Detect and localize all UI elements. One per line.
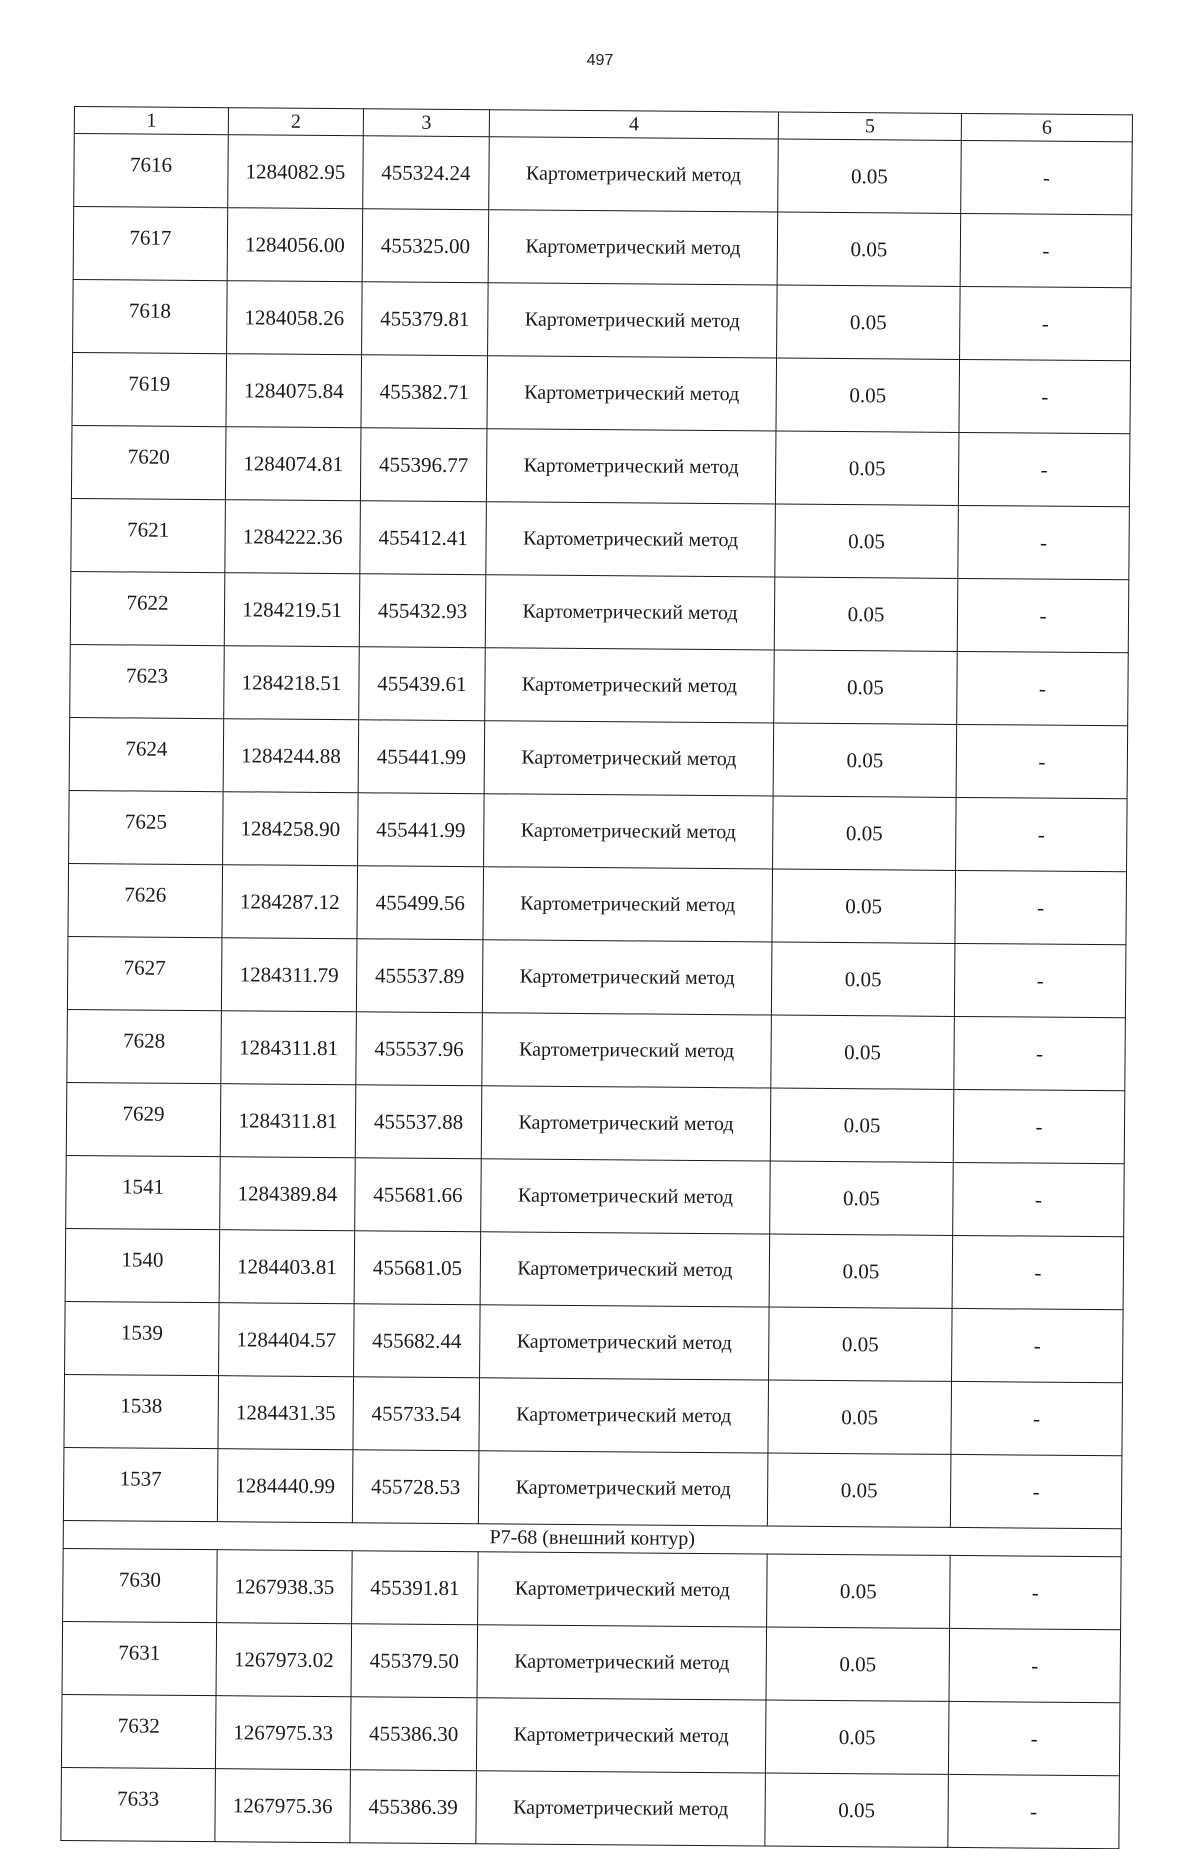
x-coordinate-cell: 1284075.84 — [226, 354, 362, 428]
note-cell: - — [951, 1381, 1123, 1455]
x-coordinate-cell: 1284440.99 — [217, 1449, 353, 1523]
method-cell: Картометрический метод — [485, 648, 775, 723]
accuracy-cell: 0.05 — [777, 212, 961, 286]
x-coordinate-cell: 1284219.51 — [224, 573, 360, 647]
x-coordinate-cell: 1284244.88 — [223, 719, 359, 793]
accuracy-cell: 0.05 — [769, 1234, 953, 1308]
point-number-cell: 7622 — [70, 571, 225, 645]
method-cell: Картометрический метод — [481, 1086, 771, 1161]
table-row — [71, 425, 1130, 506]
x-coordinate-cell: 1284058.26 — [227, 281, 363, 355]
table-row — [67, 1009, 1126, 1090]
table-row — [70, 644, 1129, 725]
x-coordinate-cell: 1284074.81 — [225, 427, 361, 501]
point-number-cell: 7621 — [71, 498, 226, 572]
coordinates-table-sheet — [60, 106, 1132, 1849]
note-cell: - — [959, 359, 1131, 433]
accuracy-cell: 0.05 — [778, 139, 962, 213]
x-coordinate-cell: 1267938.35 — [217, 1550, 353, 1624]
x-coordinate-cell: 1284056.00 — [227, 208, 363, 282]
method-cell: Картометрический метод — [476, 1771, 766, 1846]
y-coordinate-cell: 455681.05 — [354, 1231, 481, 1305]
point-number-cell: 7616 — [74, 134, 229, 208]
y-coordinate-cell: 455386.39 — [350, 1770, 477, 1844]
method-cell: Картометрический метод — [480, 1232, 770, 1307]
accuracy-cell: 0.05 — [769, 1307, 953, 1381]
method-cell: Картометрический метод — [484, 794, 774, 869]
column-header: 4 — [489, 110, 778, 139]
note-cell: - — [954, 1016, 1126, 1090]
accuracy-cell: 0.05 — [765, 1700, 949, 1774]
accuracy-cell: 0.05 — [770, 1088, 954, 1162]
y-coordinate-cell: 455499.56 — [357, 866, 484, 940]
method-cell: Картометрический метод — [484, 721, 774, 796]
method-cell: Картометрический метод — [479, 1378, 769, 1453]
accuracy-cell: 0.05 — [775, 431, 959, 505]
x-coordinate-cell: 1267975.36 — [215, 1769, 351, 1843]
x-coordinate-cell: 1284311.79 — [221, 938, 357, 1012]
x-coordinate-cell: 1267975.33 — [215, 1696, 351, 1770]
x-coordinate-cell: 1284403.81 — [219, 1230, 355, 1304]
point-number-cell: 7633 — [61, 1767, 216, 1841]
method-cell: Картометрический метод — [483, 867, 773, 942]
x-coordinate-cell: 1284082.95 — [228, 135, 364, 209]
y-coordinate-cell: 455379.50 — [351, 1624, 478, 1698]
table-row — [61, 1694, 1120, 1775]
y-coordinate-cell: 455379.81 — [362, 282, 489, 356]
method-cell: Картометрический метод — [486, 429, 776, 504]
x-coordinate-cell: 1284258.90 — [223, 792, 359, 866]
table-row — [66, 1155, 1125, 1236]
method-cell: Картометрический метод — [478, 1451, 768, 1526]
page-number: 497 — [586, 52, 614, 69]
x-coordinate-cell: 1284311.81 — [220, 1084, 356, 1158]
note-cell: - — [948, 1774, 1120, 1848]
x-coordinate-cell: 1284311.81 — [221, 1011, 357, 1085]
note-cell: - — [957, 651, 1129, 725]
y-coordinate-cell: 455682.44 — [354, 1304, 481, 1378]
note-cell: - — [960, 213, 1132, 287]
y-coordinate-cell: 455391.81 — [352, 1551, 479, 1625]
point-number-cell: 7618 — [73, 279, 228, 353]
y-coordinate-cell: 455439.61 — [359, 647, 486, 721]
table-row — [69, 790, 1128, 871]
point-number-cell: 7619 — [72, 352, 227, 426]
point-number-cell: 7628 — [67, 1009, 222, 1083]
table-row — [74, 134, 1133, 215]
accuracy-cell: 0.05 — [774, 650, 958, 724]
accuracy-cell: 0.05 — [777, 285, 961, 359]
x-coordinate-cell: 1267973.02 — [216, 1623, 352, 1697]
section-title: Р7-68 (внешний контур) — [63, 1520, 1121, 1556]
accuracy-cell: 0.05 — [774, 577, 958, 651]
point-number-cell: 7626 — [68, 863, 223, 937]
table-row — [71, 498, 1130, 579]
accuracy-cell: 0.05 — [776, 358, 960, 432]
accuracy-cell: 0.05 — [766, 1627, 950, 1701]
y-coordinate-cell: 455382.71 — [361, 355, 488, 429]
y-coordinate-cell: 455728.53 — [352, 1450, 479, 1524]
table-row — [66, 1082, 1125, 1163]
x-coordinate-cell: 1284431.35 — [218, 1376, 354, 1450]
accuracy-cell: 0.05 — [775, 504, 959, 578]
note-cell: - — [961, 140, 1133, 214]
point-number-cell: 7627 — [67, 936, 222, 1010]
column-header: 2 — [228, 108, 363, 136]
point-number-cell: 7624 — [69, 717, 224, 791]
method-cell: Картометрический метод — [488, 210, 778, 285]
note-cell: - — [953, 1089, 1125, 1163]
note-cell: - — [948, 1701, 1120, 1775]
accuracy-cell: 0.05 — [772, 869, 956, 943]
y-coordinate-cell: 455412.41 — [360, 501, 487, 575]
point-number-cell: 1541 — [66, 1155, 221, 1229]
y-coordinate-cell: 455324.24 — [363, 136, 490, 210]
point-number-cell: 7631 — [62, 1621, 217, 1695]
note-cell: - — [950, 1555, 1122, 1629]
y-coordinate-cell: 455441.99 — [358, 793, 485, 867]
note-cell: - — [949, 1628, 1121, 1702]
point-number-cell: 7632 — [61, 1694, 216, 1768]
note-cell: - — [950, 1454, 1122, 1528]
column-header: 5 — [778, 112, 961, 140]
y-coordinate-cell: 455537.96 — [356, 1012, 483, 1086]
table-row — [67, 936, 1126, 1017]
point-number-cell: 1539 — [65, 1301, 220, 1375]
table-row — [65, 1301, 1124, 1382]
table-row — [64, 1374, 1123, 1455]
method-cell: Картометрический метод — [477, 1625, 767, 1700]
point-number-cell: 1538 — [64, 1374, 219, 1448]
column-header: 3 — [363, 109, 489, 137]
table-row — [63, 1447, 1122, 1528]
note-cell: - — [958, 432, 1130, 506]
table-row — [65, 1228, 1124, 1309]
note-cell: - — [954, 943, 1126, 1017]
note-cell: - — [952, 1235, 1124, 1309]
point-number-cell: 7629 — [66, 1082, 221, 1156]
table-row — [72, 352, 1131, 433]
note-cell: - — [956, 797, 1128, 871]
point-number-cell: 1540 — [65, 1228, 220, 1302]
method-cell: Картометрический метод — [476, 1698, 766, 1773]
accuracy-cell: 0.05 — [773, 796, 957, 870]
y-coordinate-cell: 455681.66 — [355, 1158, 482, 1232]
y-coordinate-cell: 455386.30 — [350, 1697, 477, 1771]
method-cell: Картометрический метод — [487, 356, 777, 431]
accuracy-cell: 0.05 — [767, 1453, 951, 1527]
point-number-cell: 7620 — [71, 425, 226, 499]
accuracy-cell: 0.05 — [767, 1554, 951, 1628]
method-cell: Картометрический метод — [482, 1013, 772, 1088]
table-row — [68, 863, 1127, 944]
y-coordinate-cell: 455325.00 — [362, 209, 489, 283]
table-row — [61, 1767, 1120, 1848]
method-cell: Картометрический метод — [488, 283, 778, 358]
y-coordinate-cell: 455432.93 — [359, 574, 486, 648]
table-row — [63, 1548, 1122, 1629]
point-number-cell: 7625 — [69, 790, 224, 864]
table-row — [73, 279, 1132, 360]
table-row — [69, 717, 1128, 798]
table-row — [70, 571, 1129, 652]
note-cell: - — [960, 286, 1132, 360]
accuracy-cell: 0.05 — [773, 723, 957, 797]
method-cell: Картометрический метод — [489, 137, 779, 212]
x-coordinate-cell: 1284287.12 — [222, 865, 358, 939]
note-cell: - — [958, 505, 1130, 579]
y-coordinate-cell: 455441.99 — [358, 720, 485, 794]
point-number-cell: 7623 — [70, 644, 225, 718]
accuracy-cell: 0.05 — [771, 1015, 955, 1089]
accuracy-cell: 0.05 — [765, 1773, 949, 1847]
note-cell: - — [952, 1308, 1124, 1382]
table-row — [62, 1621, 1121, 1702]
x-coordinate-cell: 1284218.51 — [224, 646, 360, 720]
accuracy-cell: 0.05 — [770, 1161, 954, 1235]
point-number-cell: 7630 — [63, 1548, 218, 1622]
note-cell: - — [953, 1162, 1125, 1236]
column-header: 1 — [74, 107, 228, 135]
x-coordinate-cell: 1284222.36 — [225, 500, 361, 574]
y-coordinate-cell: 455537.89 — [356, 939, 483, 1013]
note-cell: - — [956, 724, 1128, 798]
table-row — [73, 207, 1132, 288]
x-coordinate-cell: 1284389.84 — [220, 1157, 356, 1231]
accuracy-cell: 0.05 — [771, 942, 955, 1016]
note-cell: - — [957, 578, 1129, 652]
accuracy-cell: 0.05 — [768, 1380, 952, 1454]
method-cell: Картометрический метод — [482, 940, 772, 1015]
y-coordinate-cell: 455537.88 — [355, 1085, 482, 1159]
method-cell: Картометрический метод — [481, 1159, 771, 1234]
coordinates-table — [60, 106, 1133, 1849]
column-header: 6 — [961, 113, 1132, 141]
y-coordinate-cell: 455396.77 — [360, 428, 487, 502]
point-number-cell: 1537 — [63, 1447, 218, 1521]
note-cell: - — [955, 870, 1127, 944]
method-cell: Картометрический метод — [478, 1552, 768, 1627]
method-cell: Картометрический метод — [486, 502, 776, 577]
y-coordinate-cell: 455733.54 — [353, 1377, 480, 1451]
method-cell: Картометрический метод — [480, 1305, 770, 1380]
method-cell: Картометрический метод — [485, 575, 775, 650]
x-coordinate-cell: 1284404.57 — [219, 1303, 355, 1377]
point-number-cell: 7617 — [73, 207, 228, 281]
